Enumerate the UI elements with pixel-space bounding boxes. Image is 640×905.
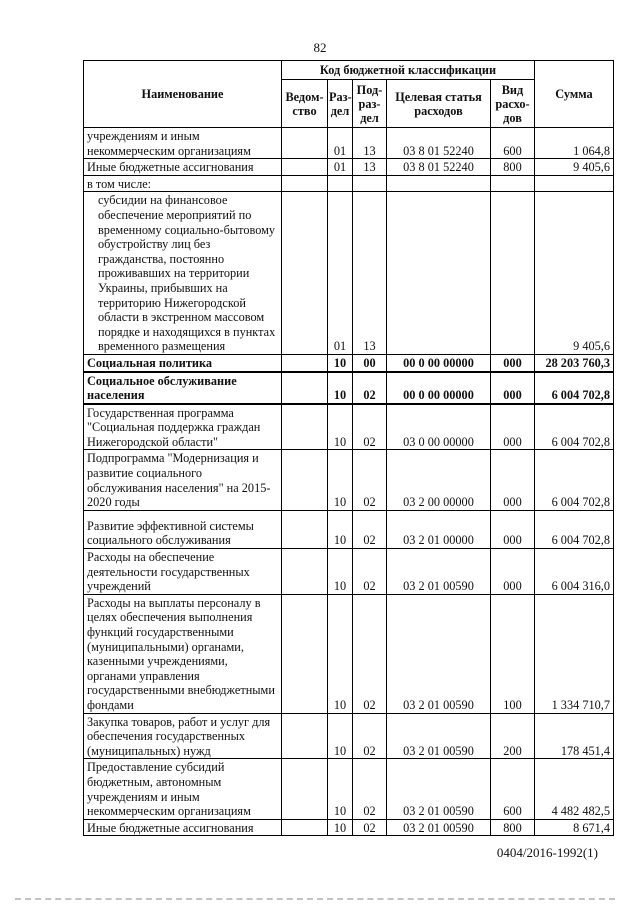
row-vid — [491, 175, 535, 192]
row-summa: 8 671,4 — [535, 819, 614, 836]
row-ved — [282, 175, 328, 192]
row-ved — [282, 450, 328, 510]
row-razdel: 01 — [328, 159, 353, 176]
document-code: 0404/2016-1992(1) — [496, 845, 598, 860]
row-celevaya: 03 2 00 00000 — [387, 450, 491, 510]
scan-artifact-line — [15, 898, 615, 902]
row-vid: 600 — [491, 759, 535, 819]
row-name: Расходы на обеспечение деятельности государственных учреждений — [84, 549, 282, 595]
header-razdel: Раз-дел — [328, 80, 353, 128]
table-row — [84, 192, 614, 355]
table-row — [84, 372, 614, 404]
row-name: Расходы на выплаты персоналу в целях обеспечения выполнения функций государственными (муниципальными) органами, казенными учреждениями, органами управления государственными внебюджетными фондами — [84, 594, 282, 713]
header-podrazdel: Под-раз-дел — [353, 80, 387, 128]
row-celevaya: 03 2 01 00590 — [387, 713, 491, 759]
row-razdel: 10 — [328, 372, 353, 404]
row-razdel: 10 — [328, 404, 353, 450]
row-name: субсидии на финансовое обеспечение мероприятий по временному социально-бытовому обустройству лиц без гражданства, постоянно проживавших на территории Украины, прибывших на территорию Нижегородской области в экстренном массовом порядке и находящихся в пунктах временного размещения — [84, 192, 282, 355]
row-podrazdel: 02 — [353, 372, 387, 404]
row-vid: 100 — [491, 594, 535, 713]
row-ved — [282, 713, 328, 759]
row-name: Иные бюджетные ассигнования — [84, 819, 282, 836]
row-podrazdel: 13 — [353, 192, 387, 355]
row-celevaya: 00 0 00 00000 — [387, 372, 491, 404]
row-celevaya: 03 2 01 00000 — [387, 510, 491, 548]
row-name: Закупка товаров, работ и услуг для обеспечения государственных (муниципальных) нужд — [84, 713, 282, 759]
row-summa: 6 004 316,0 — [535, 549, 614, 595]
row-summa: 1 334 710,7 — [535, 594, 614, 713]
row-vid: 600 — [491, 128, 535, 159]
row-name: Предоставление субсидий бюджетным, автономным учреждениям и иным некоммерческим организациям — [84, 759, 282, 819]
row-celevaya: 03 8 01 52240 — [387, 159, 491, 176]
row-summa — [535, 175, 614, 192]
row-summa: 28 203 760,3 — [535, 354, 614, 371]
header-code-group: Код бюджетной классификации — [282, 61, 535, 80]
row-name: в том числе: — [84, 175, 282, 192]
row-name: Иные бюджетные ассигнования — [84, 159, 282, 176]
row-celevaya: 03 2 01 00590 — [387, 549, 491, 595]
table-row — [84, 354, 614, 371]
header-summa: Сумма — [535, 61, 614, 128]
header-name: Наименование — [84, 61, 282, 128]
row-razdel: 10 — [328, 819, 353, 836]
row-celevaya — [387, 175, 491, 192]
row-summa: 6 004 702,8 — [535, 510, 614, 548]
budget-table — [83, 60, 614, 836]
row-name: Социальная политика — [84, 354, 282, 371]
row-summa: 9 405,6 — [535, 192, 614, 355]
row-razdel: 10 — [328, 759, 353, 819]
row-ved — [282, 510, 328, 548]
row-ved — [282, 192, 328, 355]
row-celevaya: 03 0 00 00000 — [387, 404, 491, 450]
row-razdel: 01 — [328, 192, 353, 355]
row-razdel: 01 — [328, 128, 353, 159]
row-podrazdel: 02 — [353, 549, 387, 595]
row-summa: 6 004 702,8 — [535, 372, 614, 404]
row-podrazdel: 02 — [353, 450, 387, 510]
row-summa: 178 451,4 — [535, 713, 614, 759]
table-row — [84, 594, 614, 713]
header-vid: Вид расхо-дов — [491, 80, 535, 128]
row-vid: 800 — [491, 159, 535, 176]
row-vid: 000 — [491, 450, 535, 510]
table-row — [84, 713, 614, 759]
row-podrazdel: 02 — [353, 713, 387, 759]
header-celevaya: Целевая статья расходов — [387, 80, 491, 128]
row-summa: 6 004 702,8 — [535, 450, 614, 510]
row-vid: 000 — [491, 510, 535, 548]
row-razdel: 10 — [328, 594, 353, 713]
row-ved — [282, 594, 328, 713]
row-name: Развитие эффективной системы социального обслуживания — [84, 510, 282, 548]
row-vid: 000 — [491, 404, 535, 450]
row-ved — [282, 819, 328, 836]
row-celevaya: 03 2 01 00590 — [387, 759, 491, 819]
table-row — [84, 819, 614, 836]
row-razdel: 10 — [328, 450, 353, 510]
row-ved — [282, 549, 328, 595]
row-ved — [282, 128, 328, 159]
row-podrazdel: 00 — [353, 354, 387, 371]
row-podrazdel: 02 — [353, 819, 387, 836]
row-ved — [282, 372, 328, 404]
row-name: Государственная программа "Социальная поддержка граждан Нижегородской области" — [84, 404, 282, 450]
table-row — [84, 175, 614, 192]
row-podrazdel: 13 — [353, 159, 387, 176]
row-podrazdel: 02 — [353, 759, 387, 819]
row-ved — [282, 404, 328, 450]
row-name: Подпрограмма "Модернизация и развитие социального обслуживания населения" на 2015-2020 годы — [84, 450, 282, 510]
row-summa: 1 064,8 — [535, 128, 614, 159]
row-podrazdel: 02 — [353, 594, 387, 713]
table-row — [84, 549, 614, 595]
row-name: учреждениям и иным некоммерческим организациям — [84, 128, 282, 159]
row-ved — [282, 159, 328, 176]
table-row — [84, 450, 614, 510]
row-summa: 4 482 482,5 — [535, 759, 614, 819]
row-podrazdel: 02 — [353, 510, 387, 548]
row-vid — [491, 192, 535, 355]
row-podrazdel: 13 — [353, 128, 387, 159]
row-razdel — [328, 175, 353, 192]
row-name: Социальное обслуживание населения — [84, 372, 282, 404]
row-summa: 9 405,6 — [535, 159, 614, 176]
row-celevaya: 03 2 01 00590 — [387, 594, 491, 713]
row-ved — [282, 354, 328, 371]
row-celevaya: 03 2 01 00590 — [387, 819, 491, 836]
table-row — [84, 759, 614, 819]
row-razdel: 10 — [328, 549, 353, 595]
table-row — [84, 128, 614, 159]
table-row — [84, 404, 614, 450]
row-razdel: 10 — [328, 510, 353, 548]
row-podrazdel: 02 — [353, 404, 387, 450]
row-razdel: 10 — [328, 713, 353, 759]
table-row — [84, 159, 614, 176]
row-podrazdel — [353, 175, 387, 192]
row-vid: 000 — [491, 549, 535, 595]
row-vid: 000 — [491, 372, 535, 404]
row-celevaya: 03 8 01 52240 — [387, 128, 491, 159]
row-summa: 6 004 702,8 — [535, 404, 614, 450]
row-celevaya — [387, 192, 491, 355]
table-row — [84, 510, 614, 548]
page-number: 82 — [313, 40, 327, 55]
row-ved — [282, 759, 328, 819]
row-vid: 800 — [491, 819, 535, 836]
row-vid: 200 — [491, 713, 535, 759]
row-celevaya: 00 0 00 00000 — [387, 354, 491, 371]
header-vedomstvo: Ведом-ство — [282, 80, 328, 128]
row-vid: 000 — [491, 354, 535, 371]
row-razdel: 10 — [328, 354, 353, 371]
